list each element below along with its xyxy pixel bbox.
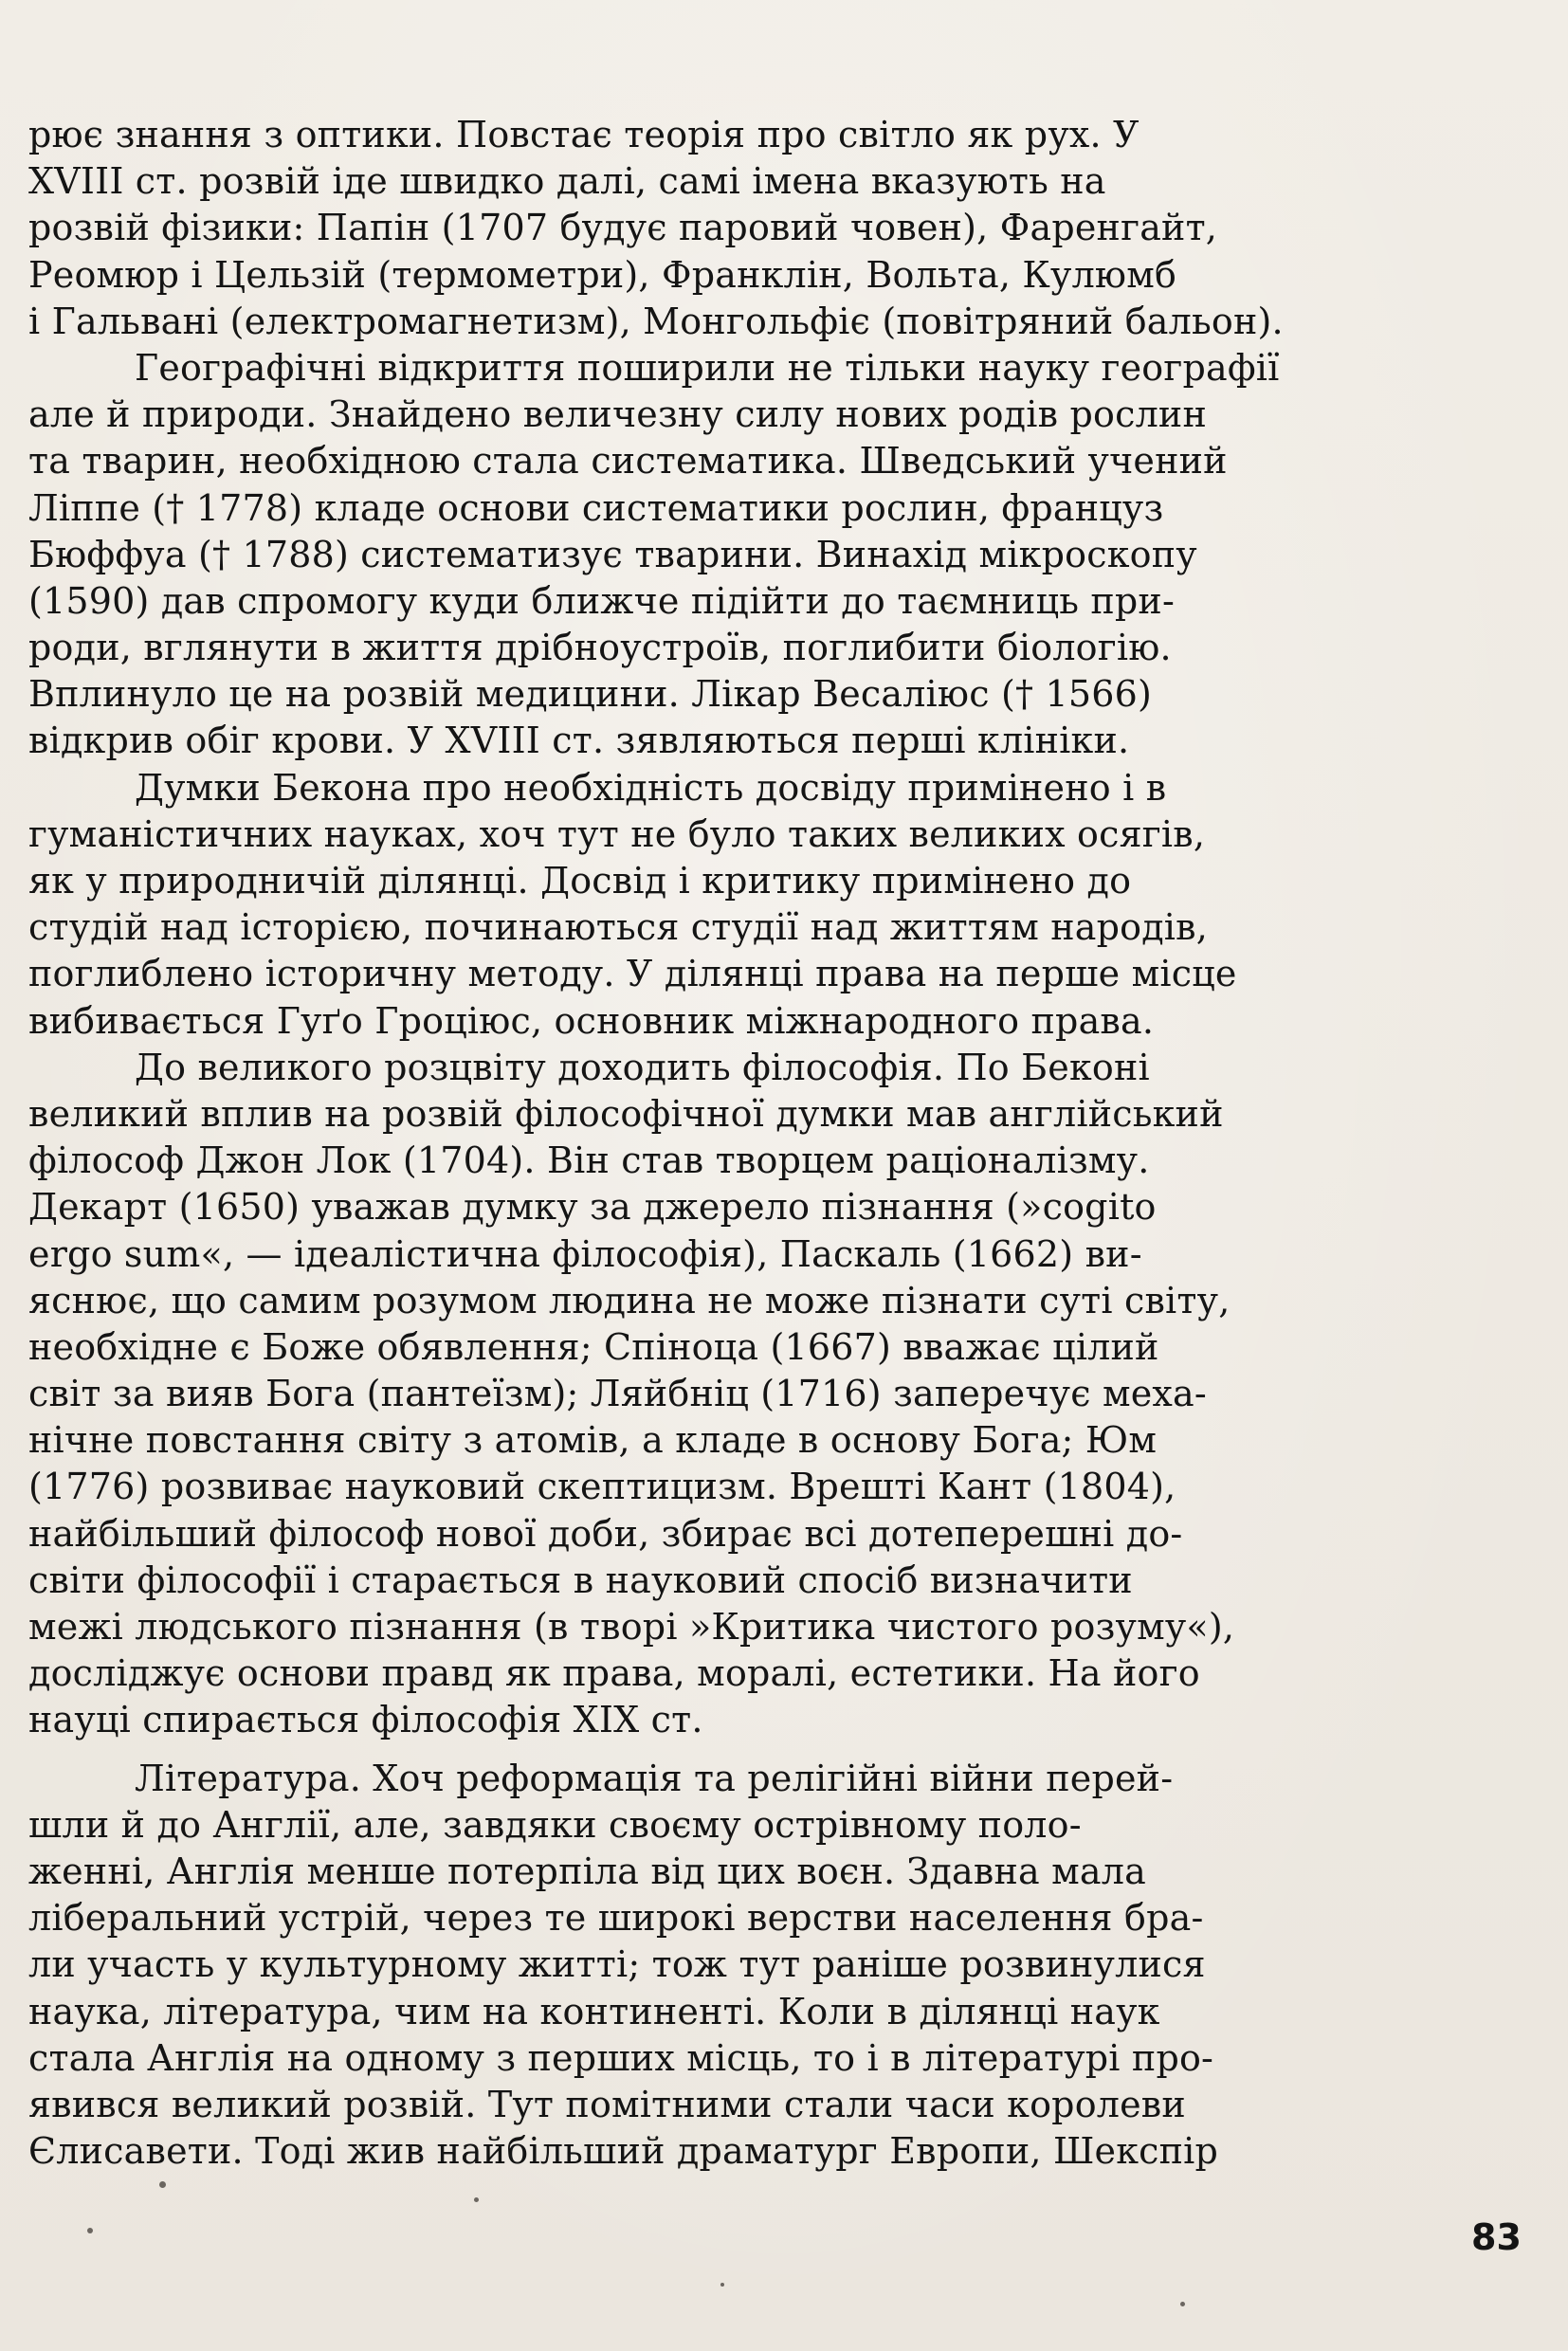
page-number: 83 xyxy=(1471,2216,1522,2258)
scan-speck xyxy=(1180,2302,1185,2306)
text-line: ли участь у культурному житті; тож тут раніше розвинулися xyxy=(28,1943,1206,1986)
text-line: XVIII ст. розвій іде швидко далі, самі імена вказують на xyxy=(28,160,1106,203)
text-line: Ліппе († 1778) кладе основи систематики рослин, француз xyxy=(28,486,1164,529)
text-line: явився великий розвій. Тут помітними стали часи королеви xyxy=(28,2083,1186,2125)
text-line: наука, література, чим на континенті. Коли в ділянці наук xyxy=(28,1990,1160,2032)
text-line: нічне повстання світу з атомів, а кладе в основу Бога; Юм xyxy=(28,1419,1158,1462)
text-line: яснює, що самим розумом людина не може пізнати суті світу, xyxy=(28,1279,1231,1321)
text-line: досліджує основи правд як права, моралі, естетики. На його xyxy=(28,1652,1200,1695)
scan-speck xyxy=(720,2283,724,2287)
text-line: відкрив обіг крови. У XVIII ст. зявляються перші клініки. xyxy=(28,720,1130,762)
scan-speck xyxy=(159,2181,166,2188)
text-line: студій над історією, починаються студії над життям народів, xyxy=(28,906,1209,949)
text-line: (1590) дав спромогу куди ближче підійти до таємниць при- xyxy=(28,579,1175,622)
text-line: рює знання з оптики. Повстає теорія про світло як рух. У xyxy=(28,114,1140,155)
text-line: науці спирається філософія XIX ст. xyxy=(28,1699,703,1741)
paragraph-start-line: До великого розцвіту доходить філософія. По Беконі xyxy=(135,1046,1150,1088)
text-line: як у природничій ділянці. Досвід і критику примінено до xyxy=(28,860,1132,902)
text-line: Єлисавети. Тоді жив найбільший драматург Европи, Шекспір xyxy=(28,2130,1219,2173)
text-line: і Гальвані (електромагнетизм), Монгольфіє (повітряний бальон). xyxy=(28,300,1284,342)
paragraph-start-line: Думки Бекона про необхідність досвіду примінено і в xyxy=(135,766,1167,809)
text-line: ergo sum«, — ідеалістична філософія), Паскаль (1662) ви- xyxy=(28,1232,1142,1275)
text-line: найбільший філософ нової доби, збирає всі дотеперешні до- xyxy=(28,1512,1183,1555)
text-line: Декарт (1650) уважав думку за джерело пізнання (»cogito xyxy=(28,1186,1157,1229)
text-line: межі людського пізнання (в творі »Критика чистого розуму«), xyxy=(28,1606,1235,1648)
text-line: та тварин, необхідною стала систематика. Шведський учений xyxy=(28,440,1228,483)
scan-speck xyxy=(87,2228,93,2233)
scan-speck xyxy=(474,2197,479,2202)
text-line: світ за вияв Бога (пантеїзм); Ляйбніц (1716) заперечує меха- xyxy=(28,1373,1207,1415)
text-line: Реомюр і Цельзій (термометри), Франклін, Вольта, Кулюмб xyxy=(28,253,1177,296)
body-text xyxy=(28,112,1507,2175)
text-line: стала Англія на одному з перших місць, то і в літературі про- xyxy=(28,2036,1214,2079)
text-line: вибивається Гуґо Гроціюс, основник міжнародного права. xyxy=(28,999,1155,1042)
text-line: філософ Джон Лок (1704). Він став творцем раціоналізму. xyxy=(28,1139,1150,1182)
text-line: необхідне є Боже обявлення; Спіноца (1667) вважає цілий xyxy=(28,1325,1159,1368)
text-line: (1776) розвиває науковий скептицизм. Врешті Кант (1804), xyxy=(28,1466,1176,1508)
text-line: великий вплив на розвій філософічної думки мав англійський xyxy=(28,1092,1224,1135)
text-line: женні, Англія менше потерпіла від цих воєн. Здавна мала xyxy=(28,1850,1146,1892)
paragraph-start-line: Географічні відкриття поширили не тільки науку географії xyxy=(135,346,1280,389)
text-line: поглиблено історичну методу. У ділянці права на перше місце xyxy=(28,953,1237,995)
text-line: шли й до Англії, але, завдяки своєму острівному поло- xyxy=(28,1803,1082,1846)
text-line: Бюффуа († 1788) систематизує тварини. Винахід мікроскопу xyxy=(28,533,1197,575)
text-line: але й природи. Знайдено величезну силу нових родів рослин xyxy=(28,393,1207,436)
paragraph-start-line: Література. Хоч реформація та релігійні війни перей- xyxy=(135,1757,1174,1799)
text-line: світи філософії і старається в науковий спосіб визначити xyxy=(28,1558,1133,1601)
text-line: Вплинуло це на розвій медицини. Лікар Весаліюс († 1566) xyxy=(28,673,1152,716)
text-line: роди, вглянути в життя дрібноустроїв, поглибити біологію. xyxy=(28,627,1172,669)
text-line: гуманістичних науках, хоч тут не було таких великих осягів, xyxy=(28,812,1206,855)
text-line: розвій фізики: Папін (1707 будує паровий човен), Фаренгайт, xyxy=(28,207,1218,249)
text-line: ліберальний устрій, через те широкі верстви населення бра- xyxy=(28,1897,1204,1940)
